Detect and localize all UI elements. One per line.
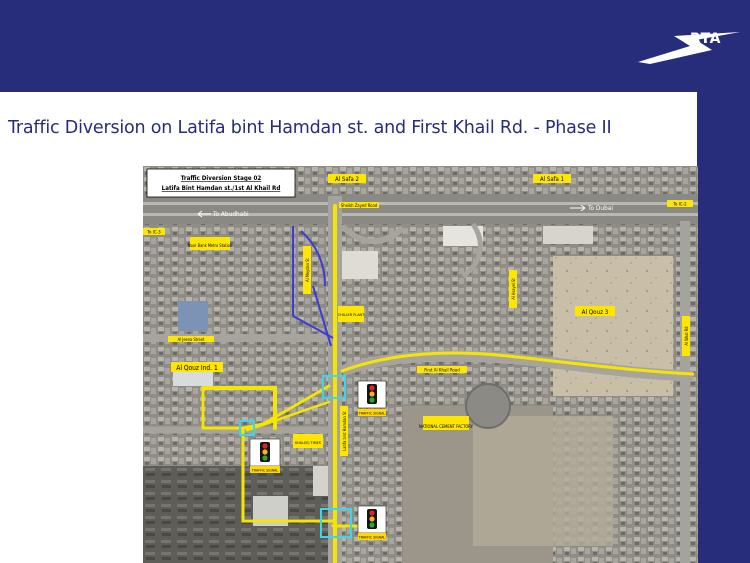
label-national-cement: NATIONAL CEMENT FACTORY — [419, 424, 473, 429]
label-to-dubai: To Dubai — [588, 204, 614, 212]
label-ic3-right: To IC-2 — [673, 202, 687, 208]
map-legend-box — [147, 169, 295, 197]
satellite-map — [143, 166, 698, 563]
white-roofs-3 — [338, 251, 378, 279]
label-al-asayel: Al Asayel St — [511, 278, 516, 300]
label-al-meydan: Al Meydan St — [305, 258, 310, 282]
signal-label-3: TRAFFIC SIGNAL — [358, 535, 386, 540]
label-al-safa-1: Al Safa 1 — [540, 176, 564, 183]
traffic-signal-icon — [358, 381, 386, 408]
label-al-wasl: Al Wasl Rd — [684, 326, 689, 346]
label-noor-bank: Noor Bank Metro Station — [187, 243, 233, 248]
label-first-al-khail: First Al Khail Road — [424, 368, 460, 374]
highway-strip — [143, 194, 698, 224]
legend-line-1: Traffic Diversion Stage 02 — [180, 175, 262, 182]
label-khaleej: KHALEEJ TIMES — [295, 440, 321, 445]
rta-logo-text: RTA — [690, 31, 721, 47]
white-roofs-5 — [543, 226, 593, 244]
traffic-signal-icon — [358, 506, 386, 533]
label-chiller-plant: CHILLER PLANT — [337, 312, 365, 317]
rta-logo-swoosh — [638, 32, 740, 64]
slide-title: Traffic Diversion on Latifa bint Hamdan st. and First Khail Rd. - Phase II — [8, 118, 612, 138]
label-latifa-st: Latifa bint Hamdan St — [342, 411, 347, 451]
rta-logo — [628, 24, 744, 70]
label-sheikh-zayed: Sheikh Zayed Road — [340, 203, 378, 208]
label-to-abudhabi: To Abudhabi — [213, 210, 249, 218]
legend-line-2: Latifa Bint Hamdan st./1st Al Khail Rd — [161, 185, 281, 192]
label-al-safa-2: Al Safa 2 — [335, 176, 359, 183]
right-road-vertical — [680, 221, 690, 563]
cement-silo — [466, 384, 510, 428]
label-ic3-left: To IC-3 — [147, 230, 161, 236]
white-roofs-2 — [178, 301, 208, 331]
signal-label-2: TRAFFIC SIGNAL — [251, 468, 279, 473]
map-cement-ground — [473, 416, 613, 546]
signal-label-1: TRAFFIC SIGNAL — [358, 411, 386, 416]
traffic-signal-icon — [250, 439, 280, 466]
map-dark-zone — [143, 466, 333, 563]
side-band — [697, 92, 750, 563]
highway-lane-a — [143, 202, 698, 205]
label-jeena-street: Al Jeena Street — [177, 337, 205, 342]
label-al-quoz-ind-1: Al Qouz Ind. 1 — [176, 364, 218, 372]
label-al-quoz-3: Al Qouz 3 — [581, 309, 609, 316]
